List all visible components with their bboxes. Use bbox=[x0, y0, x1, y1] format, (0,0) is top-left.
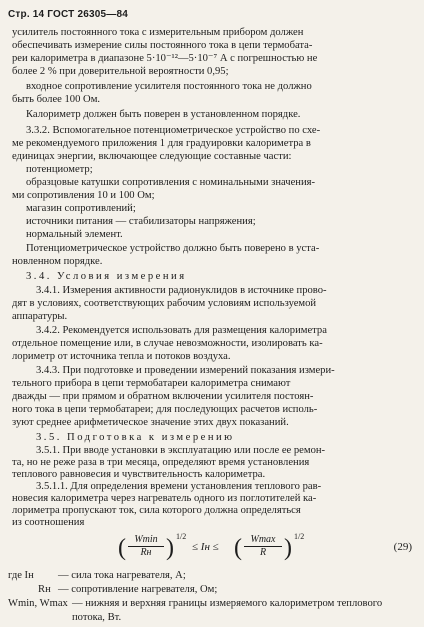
text-line: тельного прибора в цепи термобатареи калориметра снимают bbox=[12, 378, 291, 389]
text-line: та, но не реже раза в три месяца, определяют время установления bbox=[12, 457, 310, 468]
text-line: лориметра пропускают ток, сила которого должна определяться bbox=[12, 505, 301, 516]
text-line: 3.5.1. При вводе установки в эксплуатацию или после ее ремон- bbox=[36, 445, 326, 456]
text-line: реи калориметра в диапазоне 5·10⁻¹²—5·10⁻⁷ А с погрешностью не bbox=[12, 53, 318, 64]
text-line: усилитель постоянного тока с измерительным прибором должен bbox=[12, 27, 304, 38]
right-numerator: Wmax bbox=[244, 534, 282, 547]
text-line: нормальный элемент. bbox=[26, 229, 123, 240]
text-line: единицах энергии, включающее следующие составные части: bbox=[12, 151, 292, 162]
text-line: потенциометр; bbox=[26, 164, 93, 175]
equation-number: (29) bbox=[393, 541, 412, 553]
right-paren-close: ) bbox=[284, 535, 292, 561]
text-line: 3.4.1. Измерения активности радионуклидов в источнике прово- bbox=[36, 285, 327, 296]
definition-label: Rн bbox=[38, 584, 51, 595]
page-header: Стр. 14 ГОСТ 26305—84 bbox=[8, 9, 128, 20]
left-fraction bbox=[128, 534, 164, 559]
definition-text: — сопротивление нагревателя, Ом; bbox=[58, 584, 218, 595]
text-line: источники питания — стабилизаторы напряжения; bbox=[26, 216, 256, 227]
text-line: обеспечивать измерение силы постоянного тока в цепи термобата- bbox=[12, 40, 313, 51]
text-line: дважды — при прямом и обратном включении усилителя постоян- bbox=[12, 391, 314, 402]
left-numerator: Wmin bbox=[128, 534, 164, 547]
text-line: дят в условиях, соответствующих рабочим условиям используемой bbox=[12, 298, 317, 309]
right-exponent: 1/2 bbox=[294, 532, 305, 541]
text-line: 3.5.1.1. Для определения времени установления теплового рав- bbox=[36, 481, 322, 492]
text-line: аппаратуры. bbox=[12, 311, 68, 322]
text-line: 3.4.3. При подготовке и проведении измерений показания измери- bbox=[36, 365, 335, 376]
left-paren-close: ) bbox=[166, 535, 174, 561]
left-exponent: 1/2 bbox=[176, 532, 187, 541]
right-fraction bbox=[244, 534, 282, 559]
text-line: новленном порядке. bbox=[12, 256, 103, 267]
text-line: теплового равновесия и чувствительность калориметра. bbox=[12, 469, 266, 480]
right-paren-open: ( bbox=[234, 535, 242, 561]
section-heading: 3.5. Подготовка к измерению bbox=[36, 432, 235, 443]
definition-label: где Iн bbox=[8, 570, 34, 581]
text-line: новесия калориметра через нагреватель одного из поглотителей ка- bbox=[12, 493, 317, 504]
text-line: ме рекомендуемого приложения 1 для градуировки калориметра в bbox=[12, 138, 311, 149]
inequality-middle: ≤ Iн ≤ bbox=[192, 541, 219, 553]
text-line: зуют среднее арифметическое значение этих двух показаний. bbox=[12, 417, 289, 428]
text-line: Потенциометрическое устройство должно быть поверено в уста- bbox=[26, 243, 320, 254]
section-heading: 3.4. Условия измерения bbox=[26, 271, 187, 282]
text-line: ми сопротивления 10 и 100 Ом; bbox=[12, 190, 155, 201]
equation-29 bbox=[118, 531, 308, 571]
text-line: входное сопротивление усилителя постоянного тока не должно bbox=[26, 81, 312, 92]
definition-label: Wmin, Wmax bbox=[8, 598, 68, 609]
text-line: быть более 100 Ом. bbox=[12, 94, 101, 105]
text-line: лориметр от источника тепла и потоков воздуха. bbox=[12, 351, 231, 362]
left-denominator: Rн bbox=[140, 547, 152, 558]
text-line: из соотношения bbox=[12, 517, 85, 528]
right-denominator: R bbox=[259, 547, 267, 558]
text-line: отдельное помещение или, в случае невозможности, изолировать ка- bbox=[12, 338, 323, 349]
text-line: ного тока в цепи термобатареи; для последующих расчетов исполь- bbox=[12, 404, 318, 415]
text-line: магазин сопротивлений; bbox=[26, 203, 136, 214]
text-line: 3.3.2. Вспомогательное потенциометрическое устройство по схе- bbox=[26, 125, 321, 136]
text-line: 3.4.2. Рекомендуется использовать для размещения калориметра bbox=[36, 325, 327, 336]
left-paren-open: ( bbox=[118, 535, 126, 561]
text-line: более 2 % при доверительной вероятности 0,95; bbox=[12, 66, 229, 77]
text-line: Калориметр должен быть поверен в установленном порядке. bbox=[26, 109, 301, 120]
text-line: образцовые катушки сопротивления с номинальными значения- bbox=[26, 177, 316, 188]
definition-text: — нижняя и верхняя границы измеряемого калориметром теплового потока, Вт. bbox=[72, 598, 383, 623]
definition-text: — сила тока нагревателя, А; bbox=[58, 570, 186, 581]
